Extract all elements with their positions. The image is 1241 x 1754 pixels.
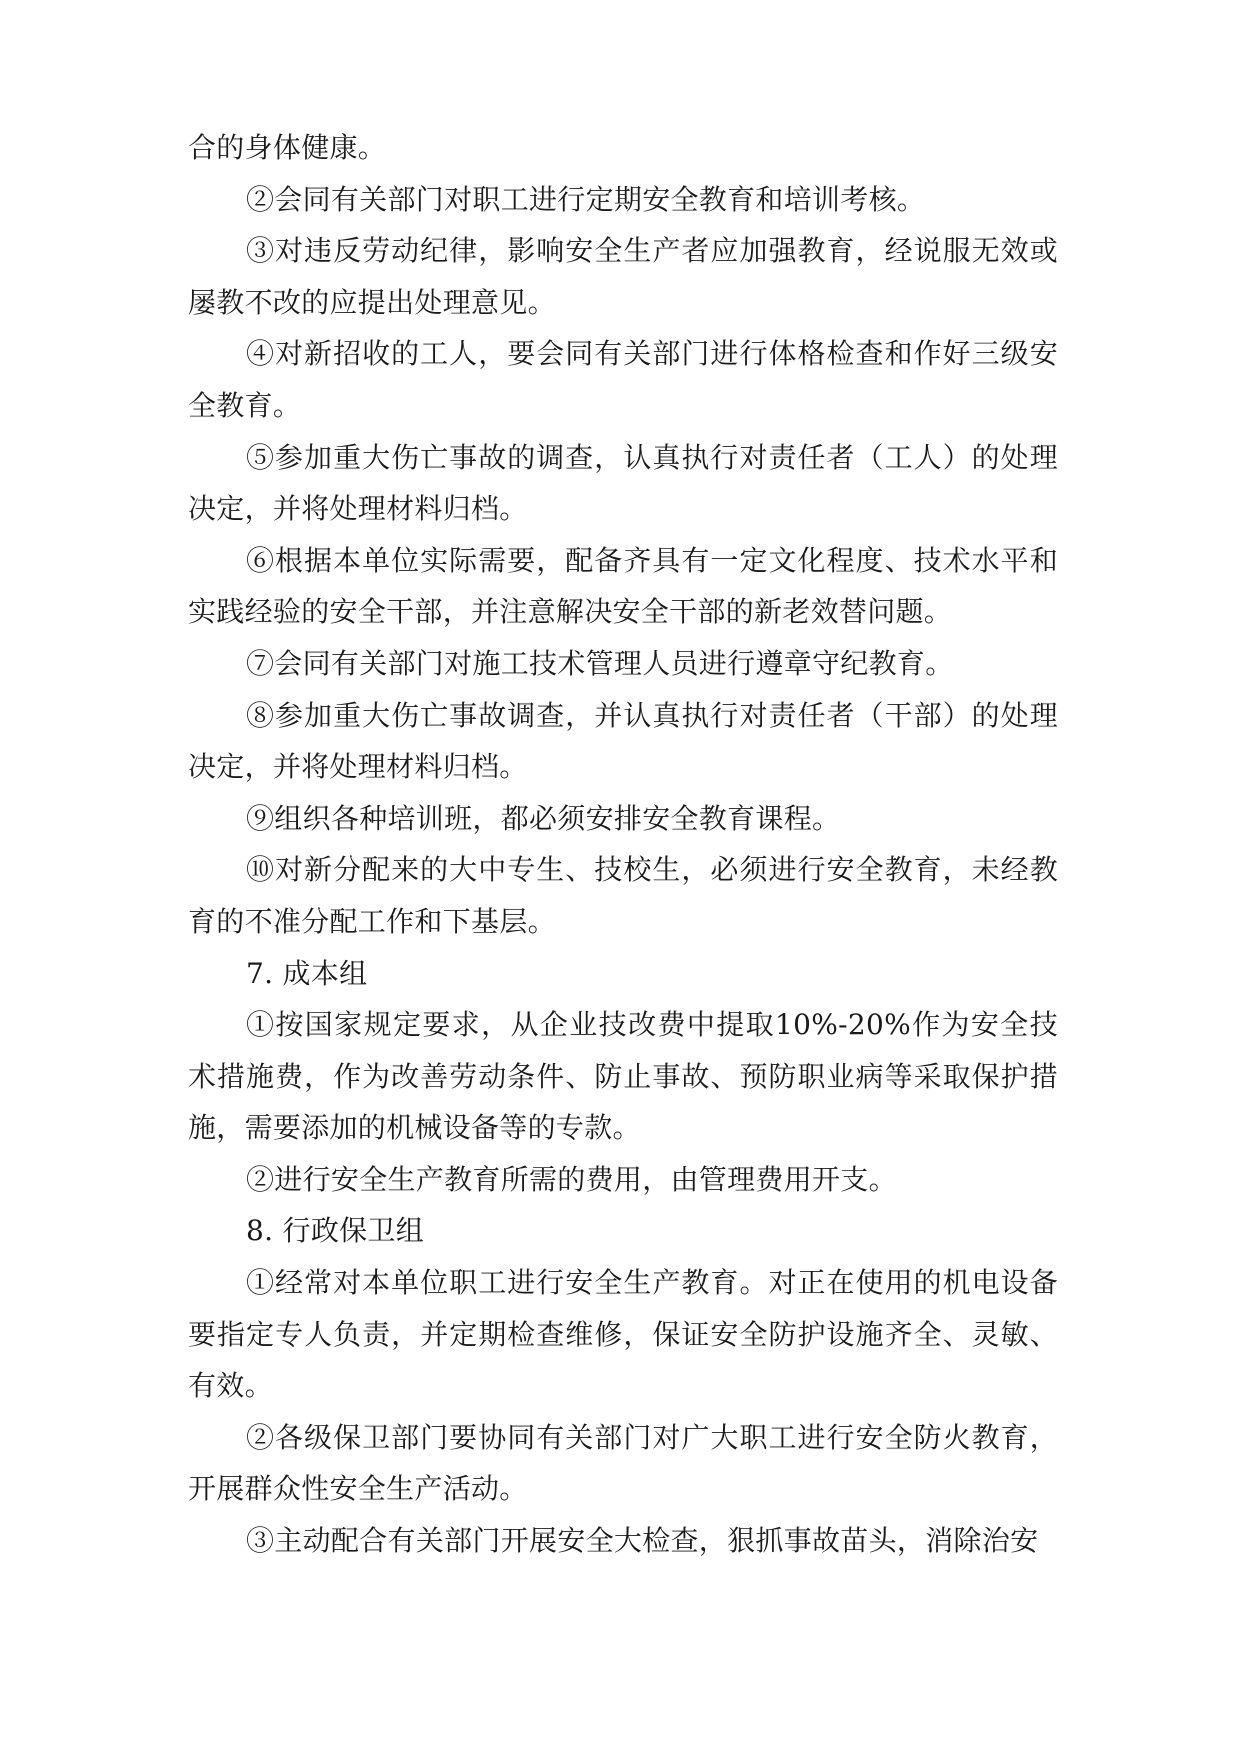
paragraph: ②各级保卫部门要协同有关部门对广大职工进行安全防火教育，开展群众性安全生产活动。: [188, 1420, 1058, 1506]
paragraph: ①按国家规定要求，从企业技改费中提取10%-20%作为安全技术措施费，作为改善劳动条件、防止事故、预防职业病等采取保护措施，需要添加的机械设备等的专款。: [188, 1008, 1058, 1145]
paragraph: ④对新招收的工人，要会同有关部门进行体格检查和作好三级安全教育。: [188, 337, 1058, 422]
paragraph: ⑨组织各种培训班，都必须安排安全教育课程。: [246, 801, 841, 835]
paragraph: ①经常对本单位职工进行安全生产教育。对正在使用的机电设备要指定专人负责，并定期检查维修，保证安全防护设施齐全、灵敏、有效。: [188, 1266, 1058, 1403]
paragraph: ⑩对新分配来的大中专生、技校生，必须进行安全教育，未经教育的不准分配工作和下基层。: [188, 853, 1058, 938]
paragraph: ⑤参加重大伤亡事故的调查，认真执行对责任者（工人）的处理决定，并将处理材料归档。: [188, 440, 1058, 526]
section-heading: 8. 行政保卫组: [246, 1214, 425, 1248]
paragraph: ②进行安全生产教育所需的费用，由管理费用开支。: [246, 1162, 897, 1196]
paragraph: ②会同有关部门对职工进行定期安全教育和培训考核。: [246, 182, 926, 216]
paragraph: ③主动配合有关部门开展安全大检查，狠抓事故苗头，消除治安: [246, 1524, 1039, 1558]
document-body: [188, 122, 1058, 1567]
paragraph: ⑥根据本单位实际需要，配备齐具有一定文化程度、技术水平和实践经验的安全干部，并注意解决安全干部的新老效替问题。: [188, 543, 1058, 629]
paragraph: 合的身体健康。: [188, 131, 387, 164]
paragraph: ③对违反劳动纪律，影响安全生产者应加强教育，经说服无效或屡教不改的应提出处理意见。: [188, 234, 1058, 319]
section-heading: 7. 成本组: [246, 956, 368, 990]
paragraph: ⑧参加重大伤亡事故调查，并认真执行对责任者（干部）的处理决定，并将处理材料归档。: [188, 698, 1058, 784]
paragraph: ⑦会同有关部门对施工技术管理人员进行遵章守纪教育。: [246, 646, 954, 680]
